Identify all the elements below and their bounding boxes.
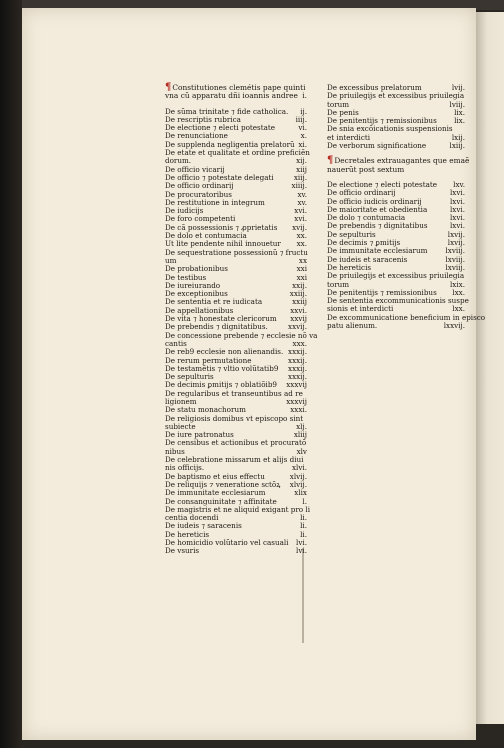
entry-title: De electione ⁊ electi potestate xyxy=(327,179,438,189)
entry-title: De exceptionibus xyxy=(165,289,228,299)
entry-title: De immunitate ecclesiarum xyxy=(165,488,266,498)
entry-title: De sententia et re iudicata xyxy=(165,297,263,307)
entry-folio-number: xvi. xyxy=(294,206,307,216)
entry-title: De homicidio volũtario vel casuali xyxy=(165,538,289,548)
entry-title: De hereticis xyxy=(165,529,210,539)
heading-line xyxy=(165,92,307,100)
entry-folio-number: li. xyxy=(300,529,307,539)
entry-folio-number: xx. xyxy=(296,239,307,249)
entry-folio-number: lxx. xyxy=(452,287,465,297)
entry-title: De testibus xyxy=(165,272,207,282)
entry-folio-number: lxxvij. xyxy=(443,321,465,331)
entry-title: De snia excõicationis suspensionis xyxy=(327,124,453,134)
entry-title: De baptismo et eius effectu xyxy=(165,471,265,481)
entry-folio-number: xlvij. xyxy=(289,479,307,489)
index-entry xyxy=(327,142,465,150)
entry-folio-number: xv. xyxy=(297,189,307,199)
entry-title: De censibus et actionibus et procuratõ xyxy=(165,438,307,448)
heading-line xyxy=(327,166,465,174)
entry-folio-number: lviij. xyxy=(449,99,465,109)
entry-folio-number: xxvi. xyxy=(290,305,307,315)
entry-folio-number: xxi xyxy=(296,272,307,282)
entry-title: De excessibus prelatorum xyxy=(327,83,422,92)
entry-folio-number: xxvij xyxy=(290,314,307,324)
entry-title: De penitentijs ⁊ remissionibus xyxy=(327,116,437,126)
entry-title: De statu monachorum xyxy=(165,405,246,415)
entry-title: De priuilegijs et excessibus priuilegia xyxy=(327,271,465,281)
entry-title: De hereticis xyxy=(327,262,372,272)
entry-title: De supplenda negligentia prelatorũ xyxy=(165,139,295,149)
entry-folio-number: xxvij. xyxy=(288,322,307,332)
entry-folio-number: xxxi. xyxy=(290,405,307,415)
entry-folio-number: xxxvij xyxy=(286,396,307,406)
entry-folio-number: lxvi. xyxy=(450,204,465,214)
entry-title: De priuilegijs et excessibus priuilegia xyxy=(327,91,465,101)
entry-title: subiecte xyxy=(165,421,196,431)
entry-title: De prebendis ⁊ dignitatibus. xyxy=(165,322,268,332)
entry-folio-number: ij. xyxy=(300,106,307,116)
entry-title: um xyxy=(165,255,177,265)
entry-title: De sententia excommunicationis suspe xyxy=(327,296,469,306)
entry-folio-number: xlix xyxy=(294,488,307,498)
entry-folio-number: xxxij. xyxy=(288,355,307,365)
index-entry xyxy=(165,439,307,447)
entry-title: De iudeis et saracenis xyxy=(327,254,408,264)
entry-folio-number: vi. xyxy=(298,123,307,133)
entry-folio-number: xlv xyxy=(296,446,307,456)
entry-title: Decretales extrauagantes que emaẽ xyxy=(334,156,470,166)
entry-folio-number: xij. xyxy=(296,156,307,166)
entry-title: De etate et qualitate et ordine preficiẽn xyxy=(165,148,310,158)
entry-folio-number: lxv. xyxy=(453,179,465,189)
entry-title: De iure patronatus xyxy=(165,430,234,440)
entry-title: De cã possessionis ⁊ ꝓprietatis xyxy=(165,222,278,232)
adjacent-page-text xyxy=(482,12,500,724)
entry-title: De magistris et ne aliquid exigant pro li xyxy=(165,504,311,514)
entry-title: De officio iudicis ordinarij xyxy=(327,196,422,206)
entry-title: De religiosis domibus vt episcopo sint xyxy=(165,413,304,423)
entry-title: De officio vicarij xyxy=(165,164,225,174)
entry-folio-number: lvi. xyxy=(296,546,307,556)
entry-title: De officio ⁊ potestate delegati xyxy=(165,172,274,182)
entry-title: De celebratione missarum et alijs diui xyxy=(165,455,304,465)
entry-folio-number: lxvij. xyxy=(447,238,465,248)
entry-title: De iudicijs xyxy=(165,206,204,216)
entry-title: De verborum significatione xyxy=(327,141,427,151)
entry-title: patu alienum. xyxy=(327,321,378,331)
entry-title: De prebendis ⁊ dignitatibus xyxy=(327,221,428,231)
entry-title: De sepulturis xyxy=(165,372,214,382)
entry-folio-number: x. xyxy=(300,131,307,141)
entry-title: torum xyxy=(327,279,350,289)
entry-title: De iureiurando xyxy=(165,280,221,290)
entry-title: De probationibus xyxy=(165,264,228,274)
entry-title: torum xyxy=(327,99,350,109)
entry-folio-number: lxviij. xyxy=(445,246,465,256)
adjacent-page-edge xyxy=(476,12,504,724)
entry-folio-number: xxxij. xyxy=(288,363,307,373)
entry-title: De reb9 ecclesie non alienandis. xyxy=(165,347,284,357)
left-column xyxy=(165,82,318,556)
entry-title: De restitutione in integrum xyxy=(165,197,265,207)
entry-folio-number: lxix. xyxy=(450,279,465,289)
entry-title: De iudeis ⁊ saracenis xyxy=(165,521,242,531)
entry-folio-number: lvi. xyxy=(296,538,307,548)
entry-folio-number: lxij. xyxy=(451,132,465,142)
entry-folio-number: l. xyxy=(302,496,307,506)
entry-title: De renunciatione xyxy=(165,131,228,141)
entry-title: nibus xyxy=(165,446,185,456)
entry-folio-number: lxvij. xyxy=(447,229,465,239)
entry-title: De foro competenti xyxy=(165,214,236,224)
entry-title: De officio ordinarij xyxy=(327,188,396,198)
entry-title: De vita ⁊ honestate clericorum xyxy=(165,314,277,324)
entry-title: Constitutiones clemétis pape quinti xyxy=(172,83,306,92)
entry-title: De penis xyxy=(327,107,359,117)
entry-title: De decimis ꝑmitijs ⁊ oblatiõib9 xyxy=(165,380,277,390)
entry-title: De immunitate ecclesiarum xyxy=(327,246,428,256)
entry-title: De dolo et contumacia xyxy=(165,231,247,241)
binding-shadow xyxy=(0,0,22,748)
rubric-paragraph-mark: ¶ xyxy=(165,82,172,93)
right-column xyxy=(327,83,486,331)
entry-folio-number: xliij xyxy=(293,430,307,440)
entry-title: dorum. xyxy=(165,156,192,166)
entry-folio-number: xxij. xyxy=(292,280,307,290)
entry-title: De dolo ⁊ contumacia xyxy=(327,213,406,223)
entry-folio-number: iiij. xyxy=(295,114,307,124)
entry-folio-number: lvij. xyxy=(451,83,465,92)
entry-folio-number: xx xyxy=(298,255,307,265)
entry-folio-number: xxxij. xyxy=(288,372,307,382)
entry-title: De vsuris xyxy=(165,546,200,556)
entry-folio-number: xiij xyxy=(296,164,307,174)
entry-title: sionis et interdicti xyxy=(327,304,394,314)
entry-folio-number: lxviij. xyxy=(445,262,465,272)
entry-title: De maioritate et obedientia xyxy=(327,204,428,214)
entry-title: De rerum permutatione xyxy=(165,355,252,365)
entry-folio-number: lxiij. xyxy=(449,141,465,151)
entry-folio-number: xx. xyxy=(296,231,307,241)
entry-folio-number: xlvij. xyxy=(289,471,307,481)
entry-title: De sũma trinitate ⁊ fide catholica. xyxy=(165,106,289,116)
entry-folio-number: li. xyxy=(300,513,307,523)
entry-folio-number: xi. xyxy=(298,139,307,149)
entry-title: De excommunicatione beneficium in episco xyxy=(327,312,486,322)
entry-title: nauerũt post sextum xyxy=(327,164,405,174)
entry-folio-number: lxx. xyxy=(452,304,465,314)
entry-title: De electione ⁊ electi potestate xyxy=(165,123,276,133)
entry-folio-number: xxiij. xyxy=(289,289,307,299)
entry-title: De penitentijs ⁊ remissionibus xyxy=(327,287,437,297)
entry-folio-number: lix. xyxy=(454,107,465,117)
entry-folio-number: lxvi. xyxy=(450,221,465,231)
entry-folio-number: xvij. xyxy=(292,222,307,232)
entry-title: De officio ordinarij xyxy=(165,181,234,191)
entry-title: ligionem xyxy=(165,396,197,406)
entry-title: Ut lite pendente nihil innouetur xyxy=(165,239,281,249)
entry-title: De decimis ⁊ ꝑmitijs xyxy=(327,238,401,248)
entry-title: De procuratoribus xyxy=(165,189,232,199)
entry-title: De sepulturis xyxy=(327,229,376,239)
column-rule xyxy=(302,548,304,643)
entry-title: De testamẽtis ⁊ vltio volũtatib9 xyxy=(165,363,279,373)
entry-title: De concessione prebende ⁊ ecclesie nõ va xyxy=(165,330,318,340)
entry-folio-number: lix. xyxy=(454,116,465,126)
entry-title: De reliquijs ⁊ veneratione sctõꝝ xyxy=(165,479,281,489)
entry-folio-number: xxxij. xyxy=(288,347,307,357)
entry-folio-number: i. xyxy=(302,91,307,101)
entry-title: et interdicti xyxy=(327,132,371,142)
entry-title: centia docendi xyxy=(165,513,219,523)
entry-folio-number: lxviij. xyxy=(445,254,465,264)
entry-folio-number: xxx. xyxy=(292,338,307,348)
entry-title: vna cũ apparatu dñi ioannis andree xyxy=(165,91,298,101)
entry-folio-number: lxvi. xyxy=(450,213,465,223)
index-entry xyxy=(165,547,307,555)
entry-folio-number: xxxvij xyxy=(286,380,307,390)
entry-folio-number: xiiij. xyxy=(291,181,307,191)
entry-folio-number: xxiij xyxy=(292,297,307,307)
entry-folio-number: xiij. xyxy=(293,172,307,182)
entry-folio-number: xv. xyxy=(297,197,307,207)
rubric-paragraph-mark: ¶ xyxy=(327,155,334,167)
entry-title: De sequestratione possessionũ ⁊ fructu xyxy=(165,247,308,257)
entry-title: De consanguinitate ⁊ affinitate xyxy=(165,496,277,506)
entry-folio-number: xlvi. xyxy=(292,463,307,473)
entry-title: De regularibus et transeuntibus ad re xyxy=(165,388,303,398)
entry-folio-number: li. xyxy=(300,521,307,531)
entry-folio-number: xlj. xyxy=(296,421,307,431)
entry-title: nis officijs. xyxy=(165,463,205,473)
entry-title: cantis xyxy=(165,338,187,348)
entry-folio-number: lxvi. xyxy=(450,196,465,206)
entry-title: De rescriptis rubrica xyxy=(165,114,241,124)
index-entry xyxy=(165,249,307,257)
entry-folio-number: lxvi. xyxy=(450,188,465,198)
index-entry xyxy=(327,322,465,330)
entry-folio-number: xvi. xyxy=(294,214,307,224)
entry-folio-number: xxi xyxy=(296,264,307,274)
entry-title: De appellationibus xyxy=(165,305,234,315)
